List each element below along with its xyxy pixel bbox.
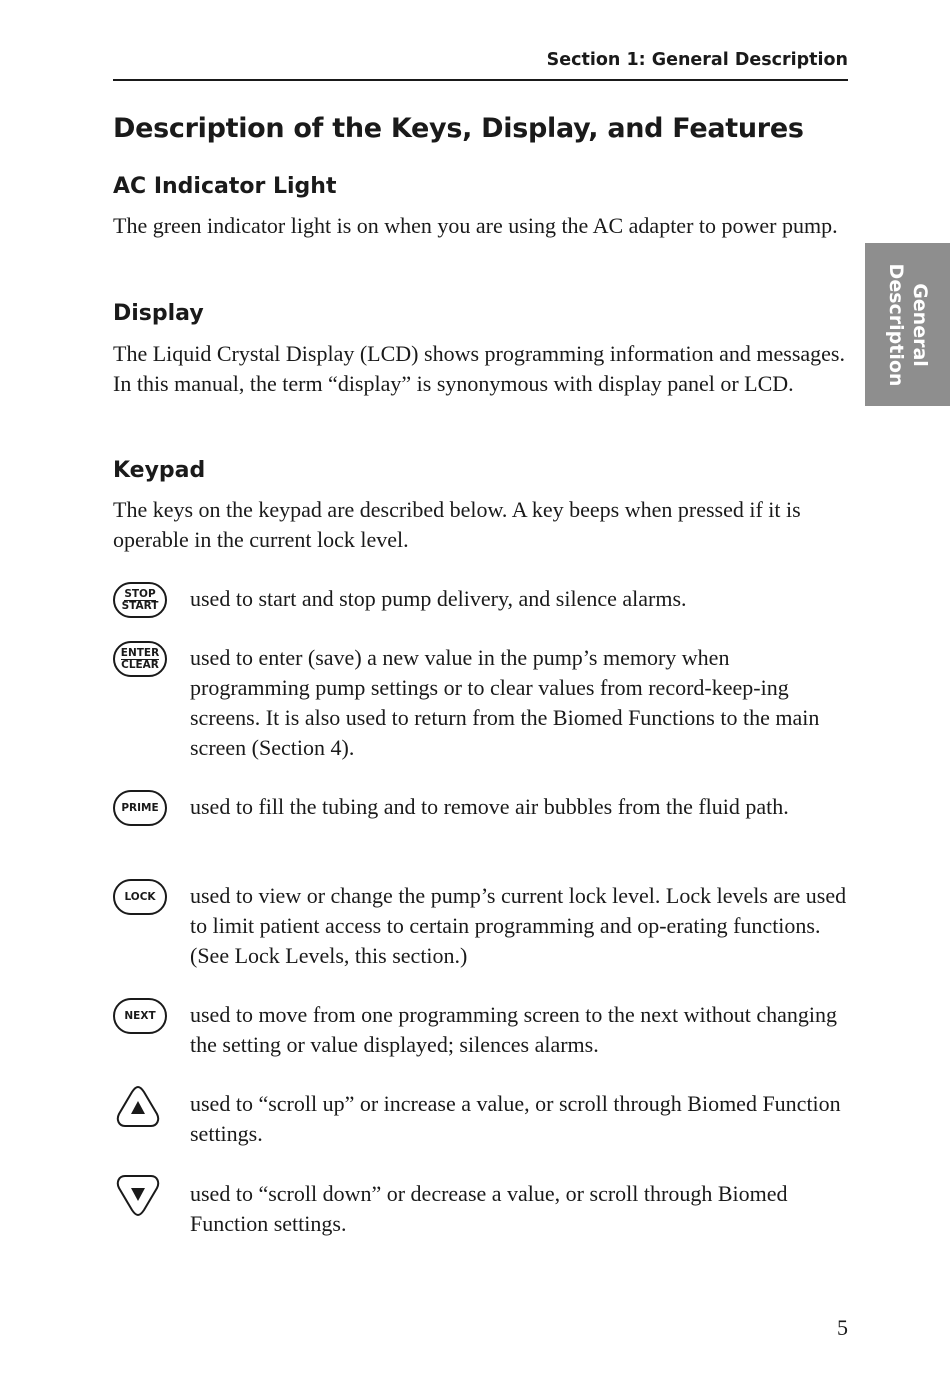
stop-label: STOP (124, 587, 156, 600)
down-arrow-key-icon (113, 1172, 163, 1223)
enter-clear-key-icon (113, 641, 167, 677)
down-arrow-key-description: used to “scroll down” or decrease a value, or scroll through Biomed Function settings. (190, 1181, 788, 1236)
header-rule (113, 79, 848, 81)
page-title: Description of the Keys, Display, and Features (113, 113, 804, 144)
running-head: Section 1: General Description (546, 50, 848, 70)
side-tab-line-2: Description (884, 263, 907, 386)
prime-key-description: used to fill the tubing and to remove air bubbles from the fluid path. (190, 794, 789, 819)
ac-indicator-heading: AC Indicator Light (113, 174, 337, 199)
ac-indicator-body: The green indicator light is on when you are using the AC adapter to power pump. (113, 213, 838, 238)
page-number: 5 (837, 1315, 848, 1340)
next-key-icon (113, 998, 167, 1034)
up-arrow-key-description: used to “scroll up” or increase a value, or scroll through Biomed Function settings. (190, 1091, 841, 1146)
enter-label: ENTER (120, 646, 160, 659)
lock-label: LOCK (124, 890, 156, 903)
stop-start-key-icon (113, 582, 167, 618)
next-key-description: used to move from one programming screen to the next without changing the setting or value displayed; silences alarms. (190, 1002, 838, 1057)
stop-start-key-description: used to start and stop pump delivery, and silence alarms. (190, 586, 687, 611)
up-arrow-key-icon (113, 1084, 163, 1135)
lock-key-description: used to view or change the pump’s current lock level. Lock levels are used to limit patient access to certain programming and op-erating functions. (See Lock Levels, this section.) (190, 883, 847, 968)
next-label: NEXT (124, 1009, 156, 1022)
section-side-tab (865, 243, 950, 406)
clear-label: CLEAR (121, 658, 159, 671)
display-heading: Display (113, 301, 204, 326)
enter-clear-key-description: used to enter (save) a new value in the pump’s memory when programming pump settings or to clear values from record-keep-ing screens. It is also used to return from the Biomed Functions to the main screen (Section 4). (190, 645, 820, 760)
prime-key-icon (113, 790, 167, 826)
start-label: START (121, 599, 159, 612)
lock-key-icon (113, 879, 167, 915)
prime-label: PRIME (121, 801, 159, 814)
keypad-body: The keys on the keypad are described below. A key beeps when pressed if it is operable in the current lock level. (113, 497, 801, 552)
display-body: The Liquid Crystal Display (LCD) shows programming information and messages. In this manual, the term “display” is synonymous with display panel or LCD. (113, 341, 845, 396)
side-tab-line-1: General (908, 282, 931, 367)
side-tab-label (884, 243, 932, 406)
keypad-heading: Keypad (113, 458, 206, 483)
